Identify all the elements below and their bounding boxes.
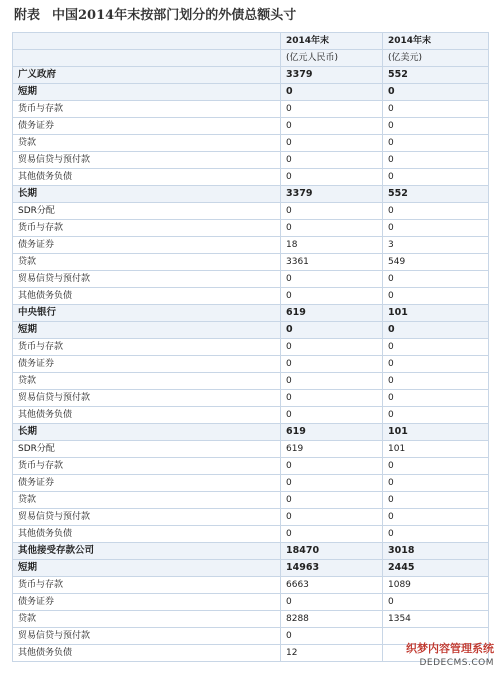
value-rmb: 0 — [281, 84, 383, 101]
row-label: 其他债务负债 — [13, 526, 281, 543]
value-usd: 0 — [383, 356, 489, 373]
table-row — [13, 237, 489, 254]
value-usd: 0 — [383, 594, 489, 611]
value-usd: 0 — [383, 509, 489, 526]
row-label: 货币与存款 — [13, 577, 281, 594]
table-row — [13, 560, 489, 577]
table-row — [13, 492, 489, 509]
header-row-unit — [13, 50, 489, 67]
value-rmb: 14963 — [281, 560, 383, 577]
title-lead: 附表 — [14, 8, 41, 23]
row-label: 贷款 — [13, 373, 281, 390]
row-label: 债务证券 — [13, 475, 281, 492]
row-label: 货币与存款 — [13, 458, 281, 475]
table-row — [13, 424, 489, 441]
value-usd: 0 — [383, 135, 489, 152]
table-row — [13, 186, 489, 203]
value-rmb: 18 — [281, 237, 383, 254]
header-cell-usd-unit: (亿美元) — [383, 50, 489, 67]
value-rmb: 0 — [281, 356, 383, 373]
row-label: 债务证券 — [13, 118, 281, 135]
value-rmb: 3379 — [281, 67, 383, 84]
row-label: 贷款 — [13, 492, 281, 509]
row-label: 长期 — [13, 186, 281, 203]
value-usd: 0 — [383, 373, 489, 390]
table-row — [13, 305, 489, 322]
row-label: 债务证券 — [13, 594, 281, 611]
value-rmb: 3361 — [281, 254, 383, 271]
table-row — [13, 356, 489, 373]
value-rmb: 0 — [281, 152, 383, 169]
page-title — [14, 6, 296, 26]
row-label: 债务证券 — [13, 237, 281, 254]
row-label: 贸易信贷与预付款 — [13, 390, 281, 407]
table-row — [13, 203, 489, 220]
value-usd: 101 — [383, 305, 489, 322]
table-row — [13, 407, 489, 424]
value-usd: 0 — [383, 390, 489, 407]
value-usd: 1354 — [383, 611, 489, 628]
value-rmb: 0 — [281, 509, 383, 526]
value-rmb: 619 — [281, 424, 383, 441]
header-cell-rmb-unit: (亿元人民币) — [281, 50, 383, 67]
table-row — [13, 84, 489, 101]
value-rmb: 0 — [281, 373, 383, 390]
header-cell-rmb-year: 2014年末 — [281, 33, 383, 50]
row-label: 其他债务负债 — [13, 407, 281, 424]
value-usd: 0 — [383, 152, 489, 169]
value-rmb: 0 — [281, 203, 383, 220]
table-row — [13, 101, 489, 118]
row-label: 短期 — [13, 84, 281, 101]
value-usd: 0 — [383, 339, 489, 356]
row-label: 短期 — [13, 322, 281, 339]
value-rmb: 0 — [281, 475, 383, 492]
value-usd: 0 — [383, 169, 489, 186]
table-row — [13, 152, 489, 169]
value-rmb: 0 — [281, 594, 383, 611]
value-rmb: 0 — [281, 628, 383, 645]
title-text: 中国2014年末按部门划分的外债总额头寸 — [52, 8, 297, 23]
table-row — [13, 373, 489, 390]
table-row — [13, 458, 489, 475]
watermark-line2: DEDECMS.COM — [419, 658, 494, 668]
value-rmb: 0 — [281, 288, 383, 305]
value-usd: 0 — [383, 288, 489, 305]
row-label: 其他债务负债 — [13, 288, 281, 305]
header-cell-empty — [13, 50, 281, 67]
row-label: 长期 — [13, 424, 281, 441]
table-row — [13, 475, 489, 492]
value-rmb: 0 — [281, 271, 383, 288]
value-rmb: 619 — [281, 305, 383, 322]
table-row — [13, 611, 489, 628]
value-rmb: 18470 — [281, 543, 383, 560]
value-usd: 0 — [383, 526, 489, 543]
header-cell-empty — [13, 33, 281, 50]
row-label: 贸易信贷与预付款 — [13, 509, 281, 526]
value-usd: 0 — [383, 407, 489, 424]
table-row — [13, 135, 489, 152]
row-label: 货币与存款 — [13, 220, 281, 237]
value-rmb: 0 — [281, 135, 383, 152]
value-rmb: 0 — [281, 407, 383, 424]
value-rmb: 3379 — [281, 186, 383, 203]
row-label: 货币与存款 — [13, 101, 281, 118]
watermark — [406, 642, 494, 670]
value-usd: 552 — [383, 67, 489, 84]
row-label: 其他接受存款公司 — [13, 543, 281, 560]
value-rmb: 0 — [281, 101, 383, 118]
row-label: SDR分配 — [13, 203, 281, 220]
row-label: 债务证券 — [13, 356, 281, 373]
value-usd: 101 — [383, 441, 489, 458]
external-debt-table — [12, 32, 489, 662]
value-rmb: 6663 — [281, 577, 383, 594]
table-row — [13, 169, 489, 186]
table-row — [13, 322, 489, 339]
value-rmb: 0 — [281, 339, 383, 356]
value-rmb: 0 — [281, 458, 383, 475]
value-usd: 0 — [383, 458, 489, 475]
value-usd: 2445 — [383, 560, 489, 577]
row-label: 贷款 — [13, 254, 281, 271]
value-rmb: 619 — [281, 441, 383, 458]
row-label: 贸易信贷与预付款 — [13, 628, 281, 645]
value-usd: 0 — [383, 475, 489, 492]
table-row — [13, 577, 489, 594]
value-usd: 3 — [383, 237, 489, 254]
value-rmb: 8288 — [281, 611, 383, 628]
row-label: 贸易信贷与预付款 — [13, 152, 281, 169]
row-label: 贸易信贷与预付款 — [13, 271, 281, 288]
value-usd: 0 — [383, 101, 489, 118]
value-rmb: 0 — [281, 492, 383, 509]
table-row — [13, 390, 489, 407]
value-usd: 0 — [383, 271, 489, 288]
row-label: 贷款 — [13, 135, 281, 152]
value-rmb: 12 — [281, 645, 383, 662]
value-rmb: 0 — [281, 322, 383, 339]
table-row — [13, 67, 489, 84]
row-label: 短期 — [13, 560, 281, 577]
value-usd: 101 — [383, 424, 489, 441]
value-usd: 549 — [383, 254, 489, 271]
value-usd: 1089 — [383, 577, 489, 594]
value-usd: 0 — [383, 220, 489, 237]
row-label: 其他债务负债 — [13, 169, 281, 186]
row-label: 广义政府 — [13, 67, 281, 84]
table-row — [13, 509, 489, 526]
value-usd: 0 — [383, 492, 489, 509]
value-rmb: 0 — [281, 118, 383, 135]
table-row — [13, 288, 489, 305]
value-rmb: 0 — [281, 526, 383, 543]
value-usd: 0 — [383, 203, 489, 220]
row-label: 其他债务负债 — [13, 645, 281, 662]
watermark-line1: 织梦内容管理系统 — [406, 642, 494, 655]
header-cell-usd-year: 2014年末 — [383, 33, 489, 50]
value-rmb: 0 — [281, 169, 383, 186]
table-row — [13, 254, 489, 271]
value-usd: 0 — [383, 322, 489, 339]
row-label: 中央银行 — [13, 305, 281, 322]
row-label: 货币与存款 — [13, 339, 281, 356]
value-usd: 0 — [383, 118, 489, 135]
value-rmb: 0 — [281, 390, 383, 407]
table-row — [13, 271, 489, 288]
table-row — [13, 118, 489, 135]
table-row — [13, 339, 489, 356]
table-row — [13, 441, 489, 458]
table-row — [13, 594, 489, 611]
value-rmb: 0 — [281, 220, 383, 237]
table-row — [13, 220, 489, 237]
header-row-year — [13, 33, 489, 50]
value-usd: 552 — [383, 186, 489, 203]
table-row — [13, 526, 489, 543]
value-usd: 3018 — [383, 543, 489, 560]
table-row — [13, 543, 489, 560]
value-usd: 0 — [383, 84, 489, 101]
row-label: 贷款 — [13, 611, 281, 628]
row-label: SDR分配 — [13, 441, 281, 458]
